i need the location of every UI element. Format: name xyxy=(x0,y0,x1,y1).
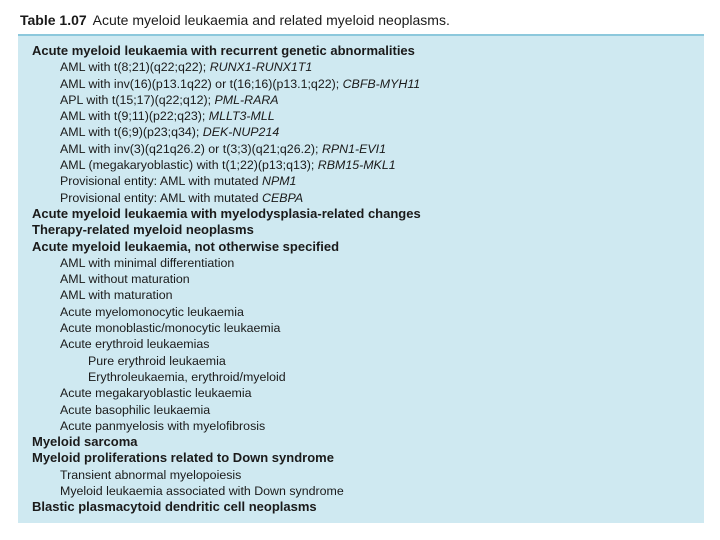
entry-text: Blastic plasmacytoid dendritic cell neoplasms xyxy=(32,499,317,515)
subtype-item xyxy=(32,108,421,124)
subtype-item xyxy=(32,320,421,336)
table-number: Table 1.07 xyxy=(20,12,87,28)
entry-text: AML with t(6;9)(p23;q34); xyxy=(60,125,203,140)
subtype-item xyxy=(32,483,421,499)
gene-fusion: RPN1-EVI1 xyxy=(321,141,386,156)
entry-text: Erythroleukaemia, erythroid/myeloid xyxy=(88,369,286,384)
entry-text: AML without maturation xyxy=(60,272,190,287)
subtype-item xyxy=(32,59,421,75)
entry-text: Acute panmyelosis with myelofibrosis xyxy=(60,418,266,433)
subtype-item xyxy=(32,124,421,140)
category-heading xyxy=(32,206,421,222)
sub-subtype-item xyxy=(32,369,421,385)
subtype-item xyxy=(32,141,421,157)
subtype-item xyxy=(32,255,421,271)
entry-text: AML with maturation xyxy=(60,288,173,303)
entry-text: Acute monoblastic/monocytic leukaemia xyxy=(60,321,281,336)
entry-text: Acute myeloid leukaemia with myelodysplasia-related changes xyxy=(32,205,421,221)
entry-text: Pure erythroid leukaemia xyxy=(88,353,226,368)
entry-text: Transient abnormal myelopoiesis xyxy=(60,467,242,482)
entry-text: Acute megakaryoblastic leukaemia xyxy=(60,386,252,401)
entry-text: AML with t(9;11)(p22;q23); xyxy=(60,109,209,124)
gene-fusion: RUNX1-RUNX1T1 xyxy=(209,60,313,75)
subtype-item xyxy=(32,287,421,303)
gene-fusion: CEBPA xyxy=(262,190,304,205)
gene-fusion: NPM1 xyxy=(262,174,297,189)
subtype-item xyxy=(32,76,421,92)
subtype-item xyxy=(32,173,421,189)
table-title: Acute myeloid leukaemia and related myeloid neoplasms. xyxy=(92,12,450,28)
entry-text: AML with inv(3)(q21q26.2) or t(3;3)(q21;q26.2); xyxy=(60,141,322,156)
gene-fusion: PML-RARA xyxy=(214,92,279,107)
category-heading xyxy=(32,239,421,255)
entry-text: AML with inv(16)(p13.1q22) or t(16;16)(p13.1;q22); xyxy=(60,76,343,91)
entry-text: AML with minimal differentiation xyxy=(60,255,235,270)
gene-fusion: DEK-NUP214 xyxy=(202,125,280,140)
classification-table xyxy=(18,34,704,523)
subtype-item xyxy=(32,385,421,401)
gene-fusion: CBFB-MYH11 xyxy=(342,76,421,91)
gene-fusion: MLLT3-MLL xyxy=(208,109,275,124)
classification-list xyxy=(32,43,421,516)
entry-text: Acute basophilic leukaemia xyxy=(60,402,211,417)
subtype-item xyxy=(32,190,421,206)
gene-fusion: RBM15-MKL1 xyxy=(317,158,396,173)
subtype-item xyxy=(32,157,421,173)
table-caption xyxy=(20,12,450,28)
entry-text: Acute myeloid leukaemia with recurrent genetic abnormalities xyxy=(32,43,415,58)
category-heading xyxy=(32,43,421,59)
entry-text: Acute myelomonocytic leukaemia xyxy=(60,304,244,319)
category-heading xyxy=(32,434,421,450)
subtype-item xyxy=(32,402,421,418)
subtype-item xyxy=(32,467,421,483)
entry-text: Acute myeloid leukaemia, not otherwise specified xyxy=(32,238,340,254)
category-heading xyxy=(32,450,421,466)
entry-text: Therapy-related myeloid neoplasms xyxy=(32,222,254,238)
entry-text: Acute erythroid leukaemias xyxy=(60,337,210,352)
entry-text: Myeloid leukaemia associated with Down syndrome xyxy=(60,484,344,499)
entry-text: Myeloid sarcoma xyxy=(32,434,138,450)
category-heading xyxy=(32,222,421,238)
entry-text: APL with t(15;17)(q22;q12); xyxy=(60,92,215,107)
sub-subtype-item xyxy=(32,353,421,369)
entry-text: AML (megakaryoblastic) with t(1;22)(p13;q13); xyxy=(60,158,318,173)
entry-text: Provisional entity: AML with mutated xyxy=(60,190,263,205)
subtype-item xyxy=(32,304,421,320)
entry-text: AML with t(8;21)(q22;q22); xyxy=(60,60,210,75)
entry-text: Provisional entity: AML with mutated xyxy=(60,174,263,189)
subtype-item xyxy=(32,418,421,434)
category-heading xyxy=(32,499,421,515)
subtype-item xyxy=(32,336,421,352)
subtype-item xyxy=(32,92,421,108)
entry-text: Myeloid proliferations related to Down syndrome xyxy=(32,450,334,466)
subtype-item xyxy=(32,271,421,287)
